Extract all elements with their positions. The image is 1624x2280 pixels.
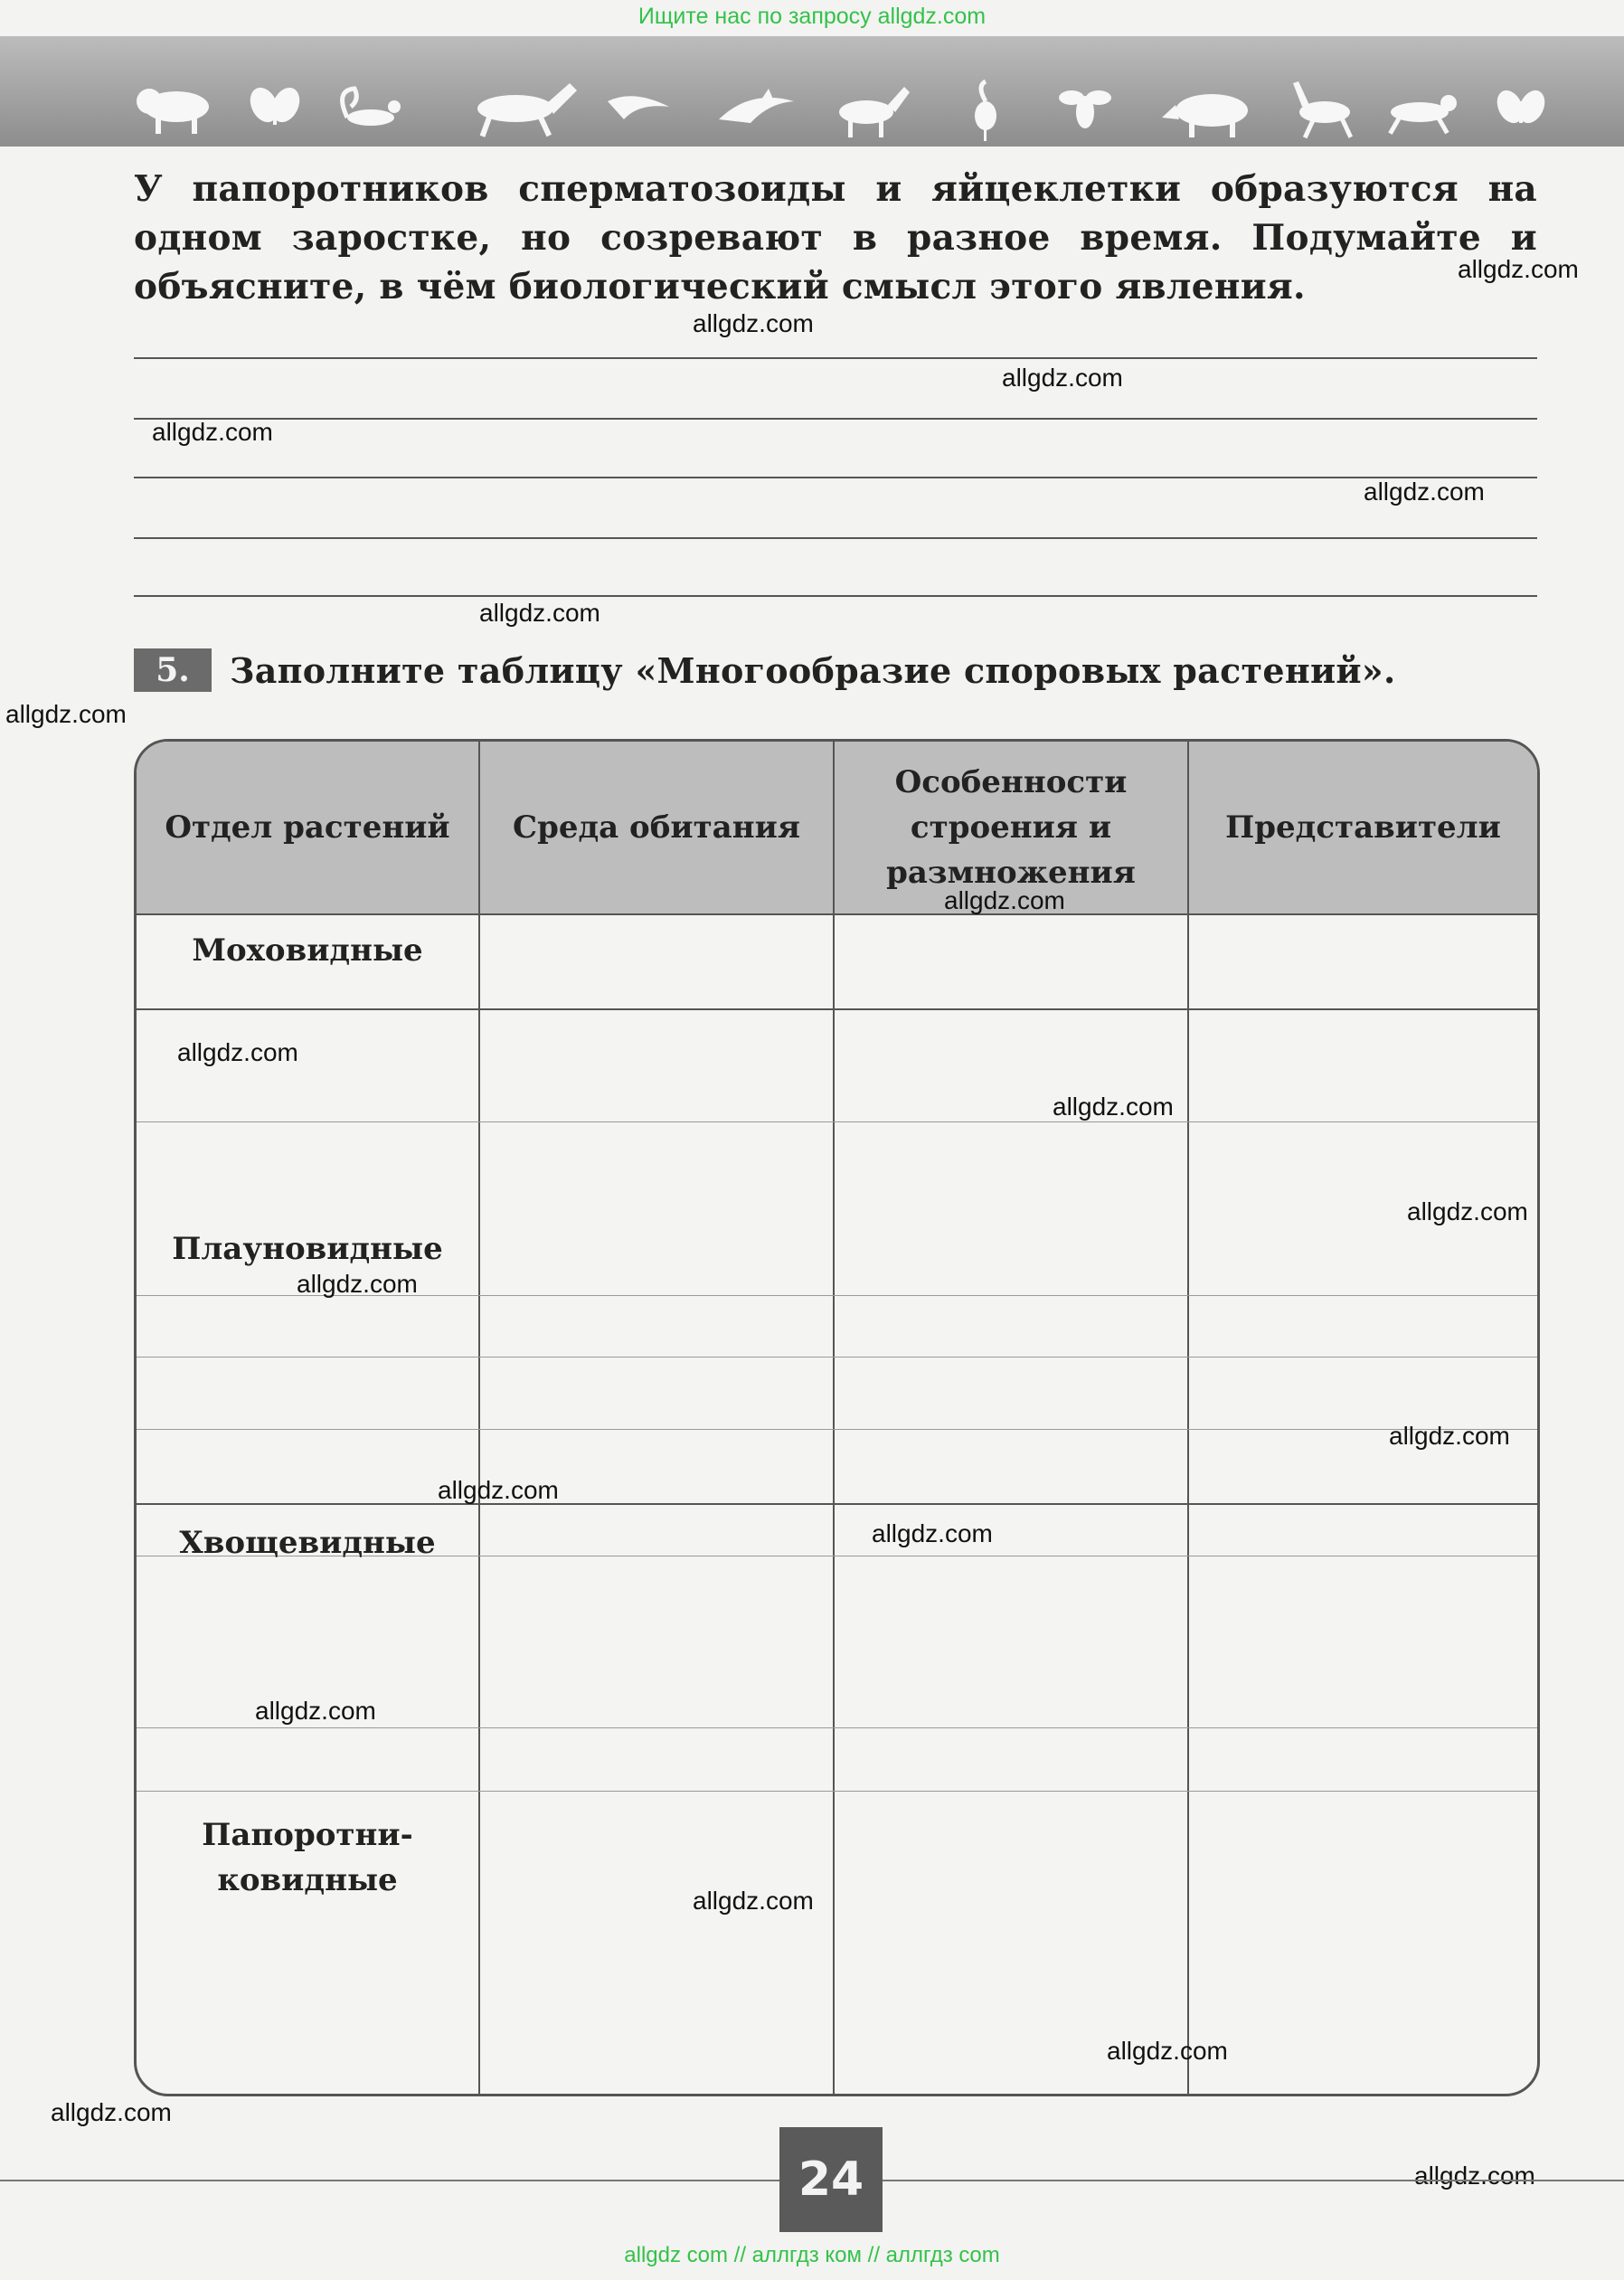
watermark: allgdz.com	[255, 1697, 376, 1725]
answer-line[interactable]	[134, 595, 1537, 597]
watermark: allgdz.com	[1389, 1422, 1510, 1450]
answer-line[interactable]	[134, 477, 1537, 478]
watermark: allgdz.com	[872, 1519, 993, 1547]
watermark: allgdz.com	[1107, 2037, 1228, 2065]
header-division: Отдел растений	[165, 809, 450, 846]
butterfly-icon	[245, 83, 305, 127]
watermark: allgdz.com	[944, 886, 1065, 914]
animal-banner	[0, 36, 1624, 147]
row-label-lycopodiophyta: Плауновидные	[172, 1231, 443, 1267]
task-5-title: Заполните таблицу «Многообразие споровых растений».	[230, 649, 1396, 691]
watermark: allgdz.com	[297, 1270, 418, 1298]
hound-icon	[1388, 95, 1457, 135]
watermark: allgdz.com	[152, 418, 273, 446]
horse-icon	[477, 83, 577, 137]
page-number: 24	[779, 2127, 883, 2232]
header-habitat: Среда обитания	[513, 809, 800, 846]
row-label-equisetophyta: Хвощевидные	[179, 1525, 436, 1561]
answer-line[interactable]	[134, 418, 1537, 420]
header-structure: Особенности строения и размножения	[886, 764, 1136, 891]
watermark: allgdz.com	[1002, 364, 1123, 392]
spore-plants-table	[134, 739, 1540, 2096]
table-cell[interactable]	[480, 915, 831, 1501]
watermark: allgdz.com	[438, 1476, 559, 1504]
dolphin-icon	[719, 89, 794, 123]
task-5-heading	[134, 648, 1396, 692]
watermark: allgdz.com	[51, 2098, 172, 2126]
table-cell[interactable]	[835, 1505, 1185, 2094]
watermark: allgdz.com	[1053, 1093, 1174, 1121]
row-label-bryophyta: Моховидные	[192, 932, 423, 969]
watermark: allgdz.com	[5, 700, 127, 728]
butterfly-icon	[1492, 86, 1550, 127]
row-label-polypodiophyta: Папоротни- ковидные	[202, 1817, 413, 1898]
task-4-question: У папоротников сперматозоиды и яйцеклетки образуются на одном заростке, но созревают в разное время. Подумайте и объясните, в чём биологический смысл этого явления.	[134, 168, 1537, 307]
deer-icon	[839, 87, 910, 137]
header-representatives: Представители	[1225, 809, 1501, 846]
answer-line[interactable]	[134, 537, 1537, 539]
heron-icon	[975, 81, 996, 141]
footer-links[interactable]: allgdz com // аллгдз ком // аллгдз com	[624, 2243, 1000, 2267]
watermark: allgdz.com	[1458, 255, 1579, 283]
antelope-icon	[1293, 81, 1353, 138]
watermark: allgdz.com	[693, 1887, 814, 1915]
watermark: allgdz.com	[1414, 2162, 1535, 2190]
watermark: allgdz.com	[1364, 478, 1485, 506]
answer-line[interactable]	[134, 357, 1537, 359]
bison-icon	[137, 89, 209, 134]
table-cell[interactable]	[1189, 1505, 1537, 2094]
task-number-badge: 5.	[134, 648, 212, 692]
watermark: allgdz.com	[693, 309, 814, 337]
bee-icon	[1059, 90, 1111, 128]
watermark: allgdz.com	[479, 599, 600, 627]
scorpion-icon	[343, 89, 401, 126]
table-cell[interactable]	[480, 1505, 831, 2094]
bird-icon	[608, 96, 669, 119]
top-search-link[interactable]: Ищите нас по запросу allgdz.com	[637, 4, 987, 29]
watermark: allgdz.com	[177, 1038, 298, 1066]
watermark: allgdz.com	[1407, 1197, 1528, 1225]
table-cell[interactable]	[835, 915, 1185, 1501]
boar-icon	[1162, 94, 1248, 137]
